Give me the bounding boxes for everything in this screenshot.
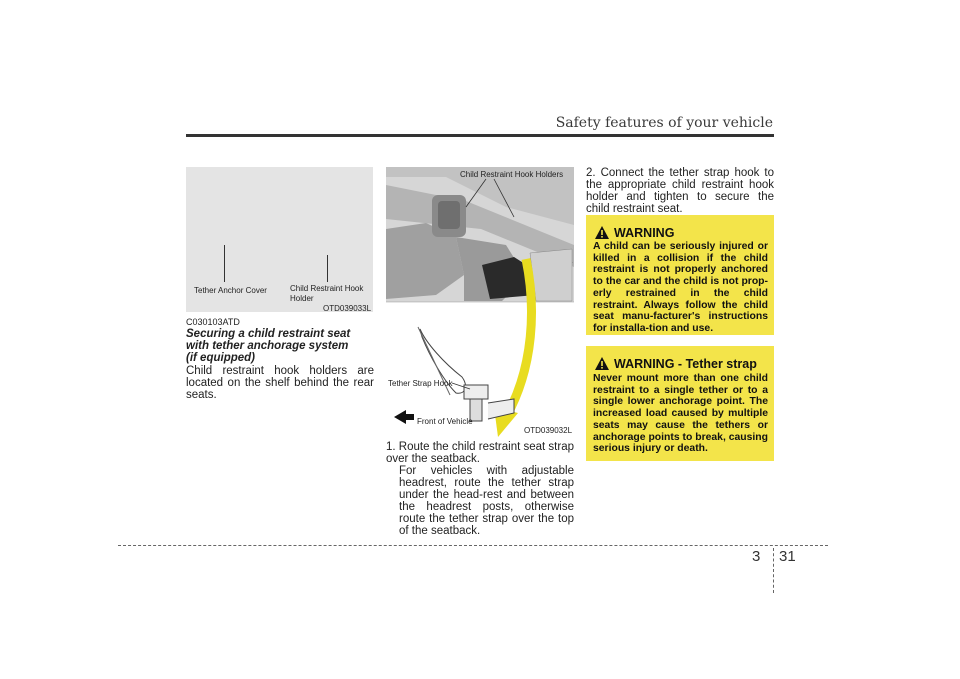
callout-line	[224, 245, 225, 282]
seat-cushion	[530, 249, 572, 301]
step-2: 2. Connect the tether strap hook to the appropriate child restraint hook holder and tighten to secure the child restraint seat.	[586, 167, 774, 215]
warning-triangle-icon	[595, 226, 609, 239]
warning-box	[586, 215, 774, 335]
footer-rule	[118, 545, 828, 546]
section-body: Child restraint hook holders are located on the shelf behind the rear seats.	[186, 365, 374, 401]
warning-box-tether	[586, 346, 774, 461]
figure-tether-anchor	[186, 167, 373, 312]
page-number: 31	[779, 548, 796, 565]
front-arrow-icon	[394, 410, 414, 424]
warning-text: A child can be seriously injured or killed in a collision if the child restraint is not properly anchored to the car and the child is not prop-erly restrained in the child restraint. Always follow the child seat manu-facturer's instructions for installa-tion and use.	[593, 241, 768, 334]
section-heading	[186, 328, 374, 364]
warning-title-main: WARNING	[614, 357, 675, 371]
warning-text: Never mount more than one child restraint to a single tether or to a single lower anchorage point. The increased load caused by multiple seats may cause the tethers or anchorage points to break, causing serious injury or death.	[593, 373, 768, 455]
section-heading-text: Securing a child restraint seat with tether anchorage system	[186, 328, 351, 352]
label-hook-holder: Child Restraint Hook Holder	[290, 284, 364, 303]
seat-and-hook-illustration	[386, 167, 574, 437]
warning-title	[614, 357, 757, 371]
figure-tether-strap-hook	[386, 167, 574, 437]
header-rule	[186, 134, 774, 137]
step-1: 1. Route the child restraint seat strap over the seatback.	[386, 441, 574, 465]
label-tether-strap-hook: Tether Strap Hook	[388, 379, 453, 388]
section-heading-note: (if equipped)	[186, 352, 255, 364]
reference-code: C030103ATD	[186, 317, 240, 327]
warning-triangle-icon	[595, 357, 609, 370]
warning-title-sub: Tether strap	[685, 357, 757, 371]
warning-title: WARNING	[614, 226, 675, 240]
step-1-detail: For vehicles with adjustable headrest, route the tether strap under the head-rest and between the headrest posts, otherwise route the tether strap over the top of the seatback.	[399, 465, 574, 537]
running-header: Safety features of your vehicle	[555, 115, 773, 131]
figure-code: OTD039033L	[323, 304, 372, 313]
chapter-number: 3	[752, 548, 761, 565]
headrest-inner	[438, 201, 460, 229]
warning-title-dash: -	[677, 357, 683, 371]
label-hook-holders: Child Restraint Hook Holders	[460, 170, 564, 179]
footer-divider	[773, 548, 774, 593]
label-front-of-vehicle: Front of Vehicle	[417, 417, 473, 426]
callout-line	[327, 255, 328, 282]
bolt-head	[464, 385, 488, 399]
label-tether-anchor-cover: Tether Anchor Cover	[194, 286, 267, 295]
figure-code: OTD039032L	[524, 426, 573, 435]
